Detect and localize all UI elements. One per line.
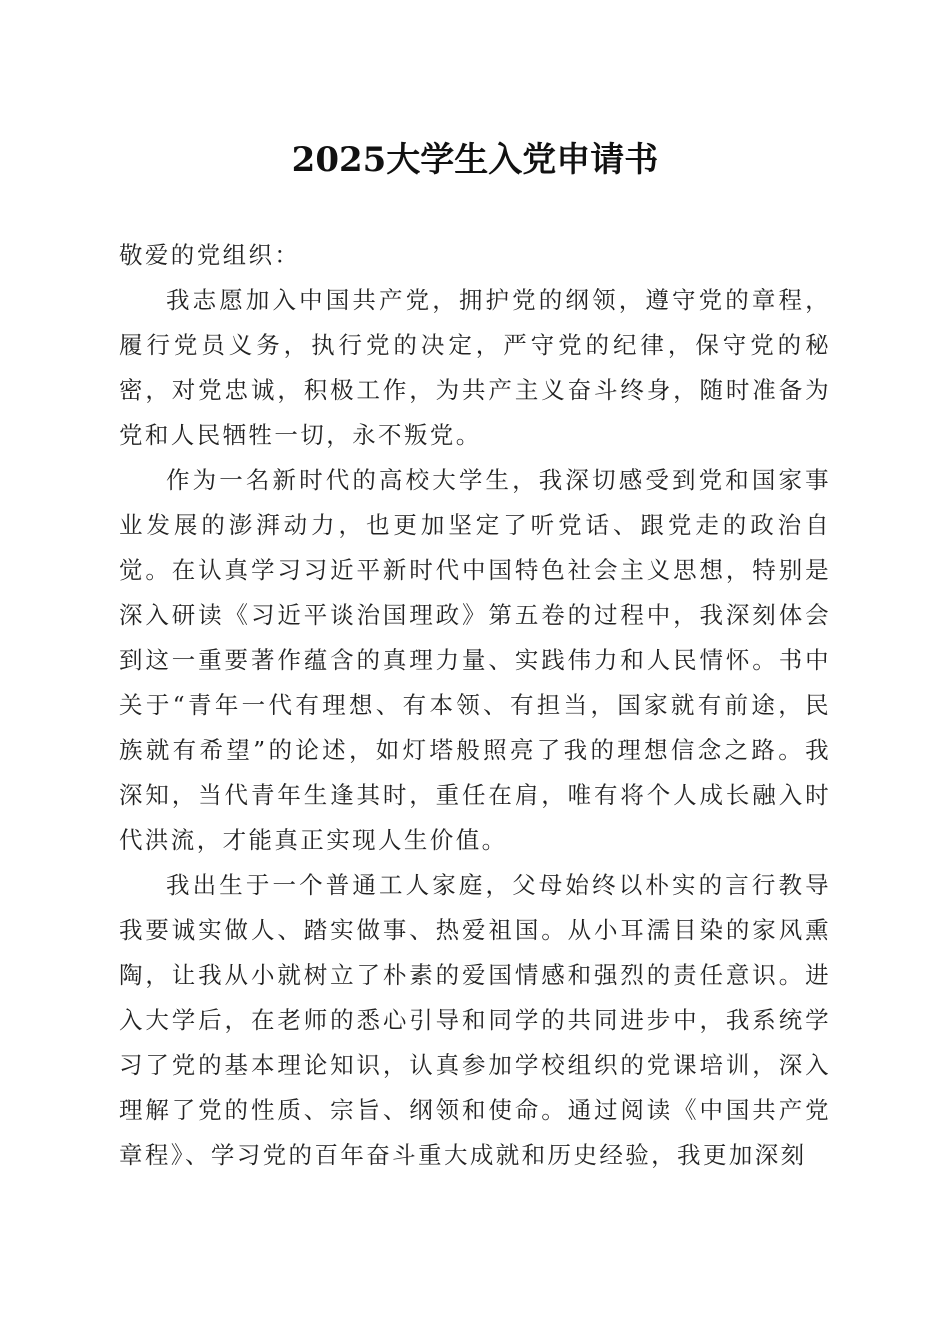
paragraph-3: 我出生于一个普通工人家庭，父母始终以朴实的言行教导我要诚实做人、踏实做事、热爱祖国。从小耳濡目染的家风熏陶，让我从小就树立了朴素的爱国情感和强烈的责任意识。进入大学后，在老师的悉心引导和同学的共同进步中，我系统学习了党的基本理论知识，认真参加学校组织的党课培训，深入理解了党的性质、宗旨、纲领和使命。通过阅读《中国共产党章程》、学习党的百年奋斗重大成就和历史经验，我更加深刻	[119, 871, 831, 1169]
paragraph-2: 作为一名新时代的高校大学生，我深切感受到党和国家事业发展的澎湃动力，也更加坚定了听党话、跟党走的政治自觉。在认真学习习近平新时代中国特色社会主义思想，特别是深入研读《习近平谈治国理政》第五卷的过程中，我深刻体会到这一重要著作蕴含的真理力量、实践伟力和人民情怀。书中关于“青年一代有理想、有本领、有担当，国家就有前途，民族就有希望”的论述，如灯塔般照亮了我的理想信念之路。我深知，当代青年生逢其时，重任在肩，唯有将个人成长融入时代洪流，才能真正实现人生价值。	[119, 466, 831, 854]
document-body	[119, 233, 831, 1178]
salutation: 敬爱的党组织：	[119, 241, 301, 269]
paragraph-1: 我志愿加入中国共产党，拥护党的纲领，遵守党的章程，履行党员义务，执行党的决定，严守党的纪律，保守党的秘密，对党忠诚，积极工作，为共产主义奋斗终身，随时准备为党和人民牺牲一切，永不叛党。	[119, 286, 831, 449]
document-title: 2025大学生入党申请书	[291, 140, 659, 180]
